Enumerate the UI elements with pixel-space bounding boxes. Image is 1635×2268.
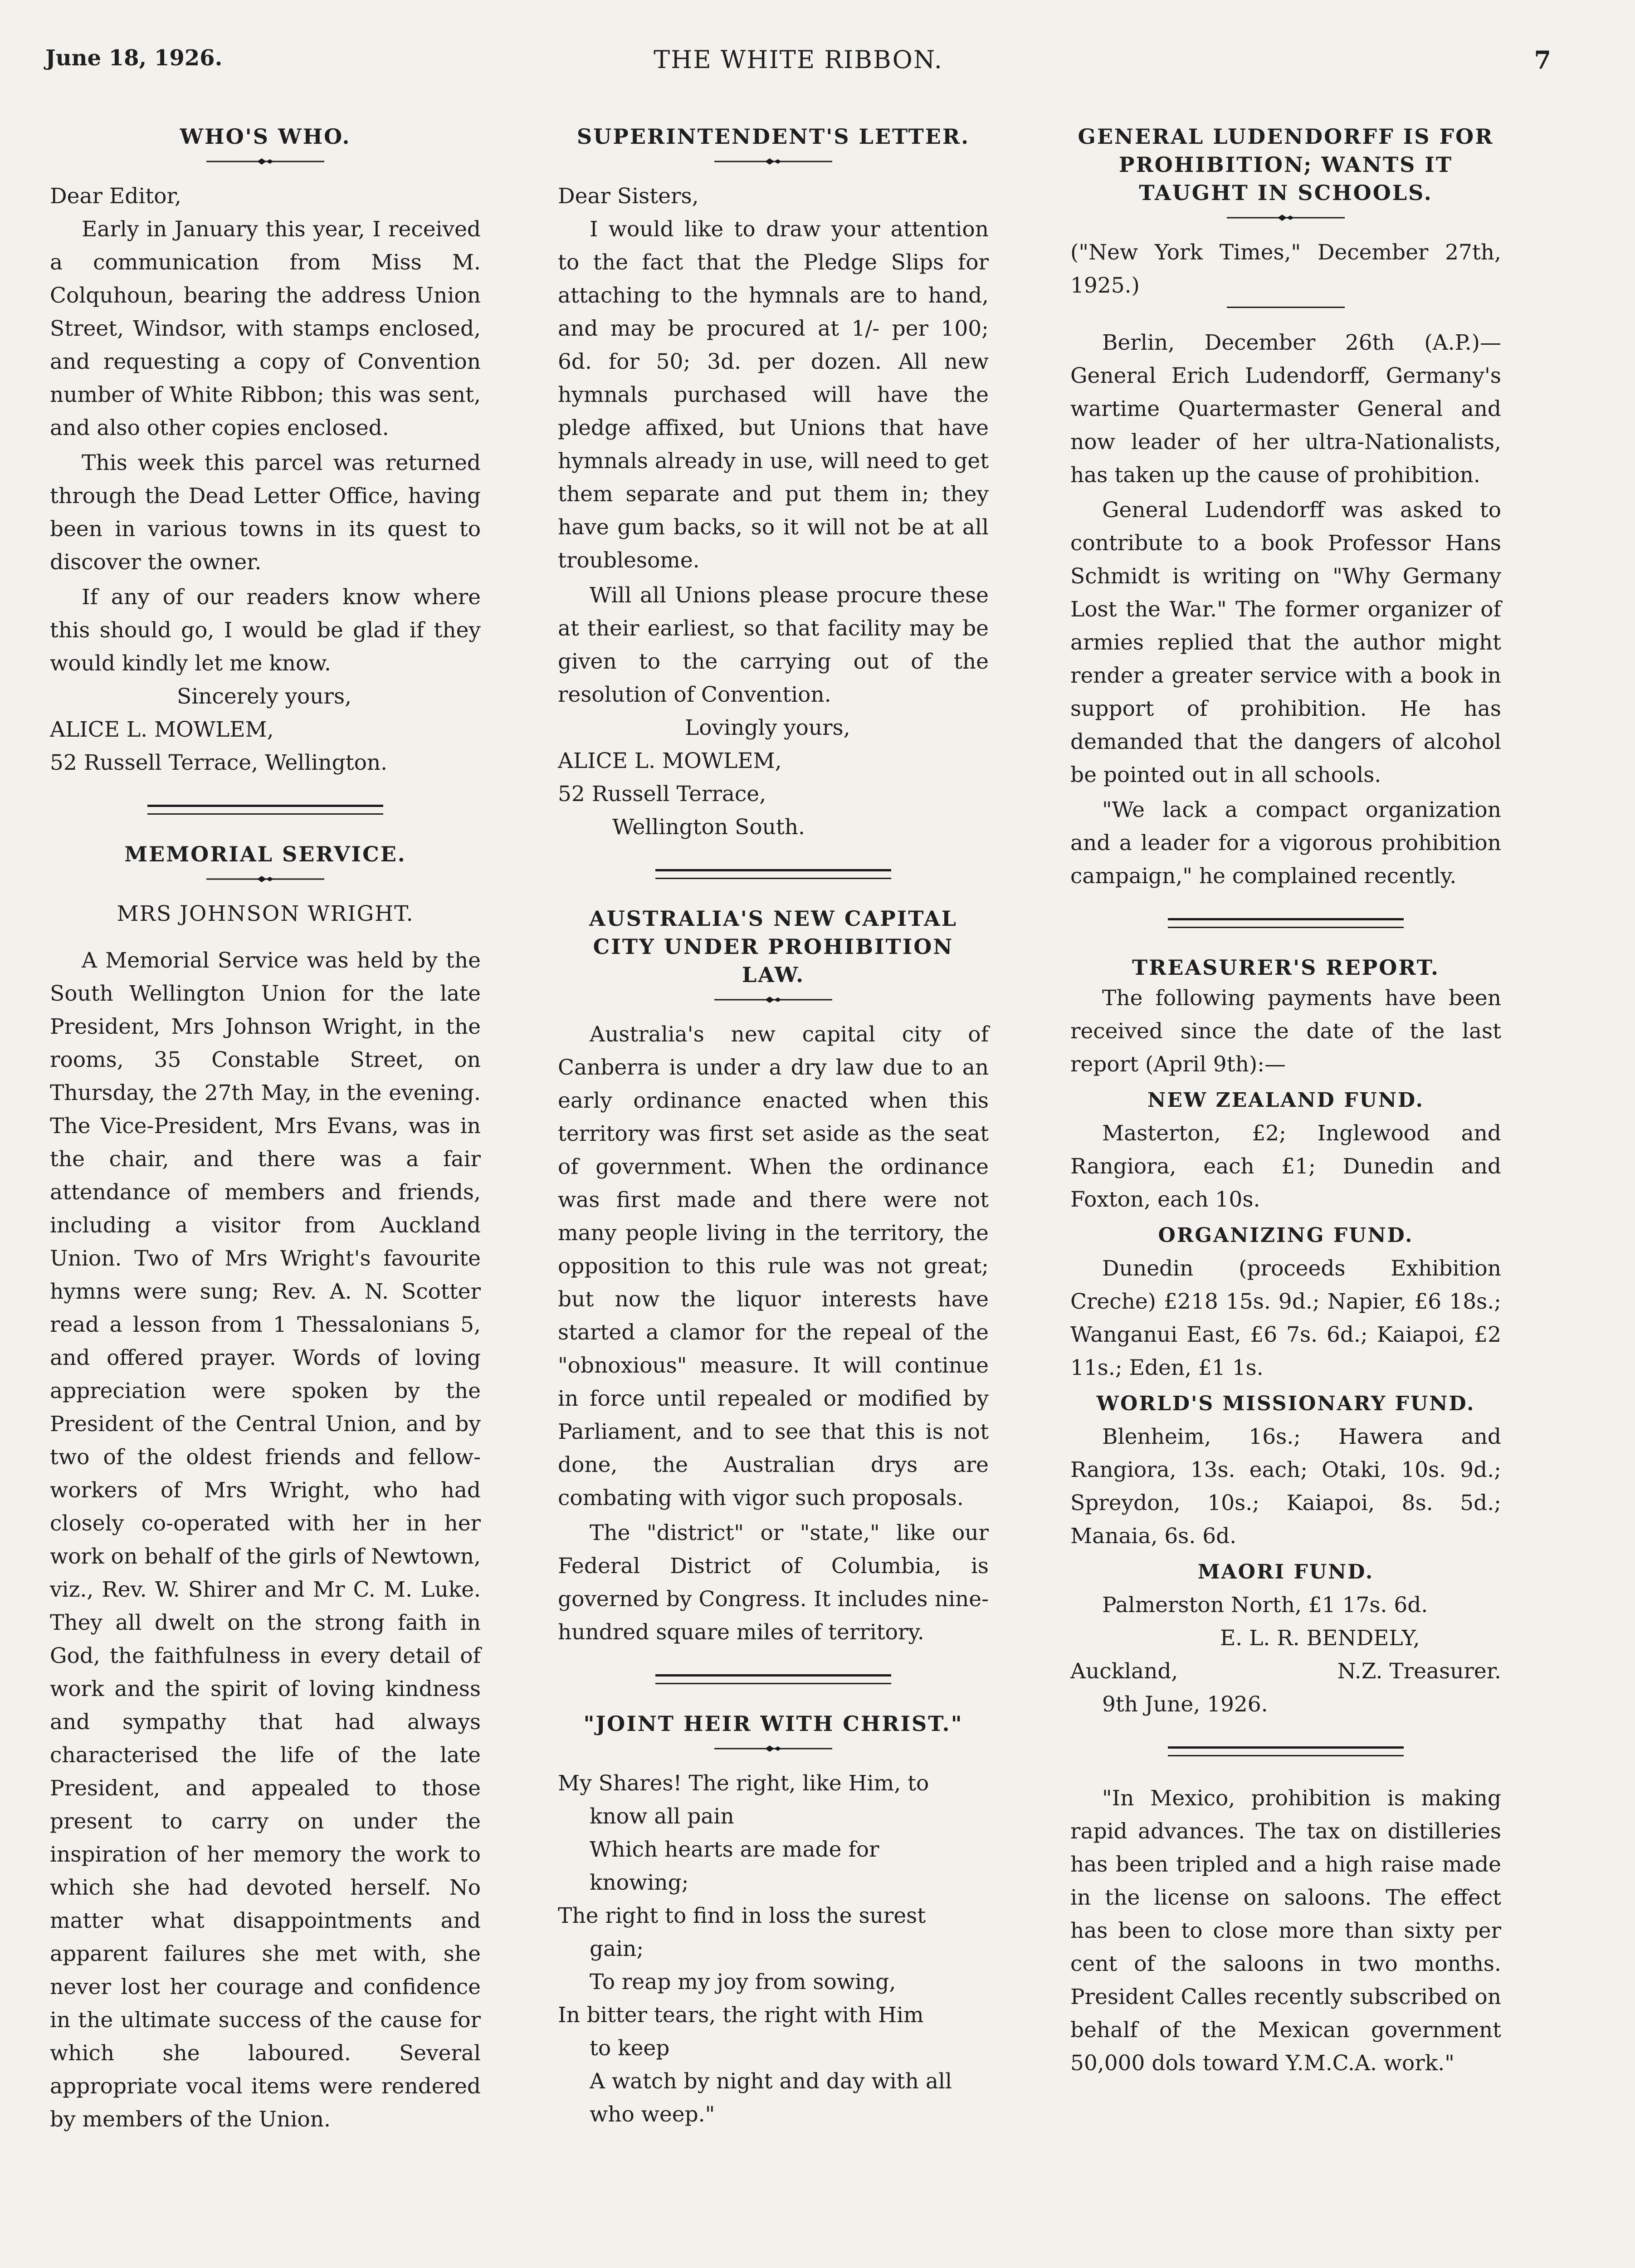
treasurer-intro: The following payments have been received since the date of the last report (April 9th):— [1070, 986, 1501, 1077]
poem-line: A watch by night and day with all [590, 2069, 952, 2094]
poem-line: Which hearts are made for [590, 1837, 879, 1862]
section-divider [1168, 918, 1404, 928]
treasurer-role: N.Z. Treasurer. [1337, 1659, 1501, 1684]
ornament-rule [206, 875, 324, 884]
memorial-subtitle: MRS JOHNSON WRIGHT. [117, 901, 414, 926]
column-3 [1070, 122, 1501, 2080]
maori-fund-text: Palmerston North, £1 17s. 6d. [1102, 1593, 1428, 1618]
ludendorff-paragraph: "We lack a compact organization and a leader for a vigorous prohibition campaign," he complained recently. [1070, 797, 1501, 889]
paper-title: THE WHITE RIBBON. [654, 45, 943, 74]
memorial-heading: MEMORIAL SERVICE. [124, 842, 406, 866]
supt-letter-closing: Lovingly yours, [685, 715, 850, 740]
ornament-rule [714, 1744, 832, 1753]
treasurer-place-line [1070, 1655, 1501, 1688]
nz-fund-heading: NEW ZEALAND FUND. [1147, 1089, 1424, 1112]
treasurer-heading: TREASURER'S REPORT. [1132, 955, 1440, 980]
supt-letter-address: 52 Russell Terrace, [558, 782, 766, 807]
column-1 [50, 122, 481, 2136]
memorial-paragraph: A Memorial Service was held by the South Wellington Union for the late President, Mrs Johnson Wright, in the rooms, 35 Constable Street, on Thursday, the 27th May, in the evening. The Vice-President, Mrs Evans, was in the chair, and there was a fair attendance of members and friends, including a visitor from Auckland Union. Two of Mrs Wright's favourite hymns were sung; Rev. A. N. Scotter read a lesson from 1 Thessalonians 5, and offered prayer. Words of loving appreciation were spoken by the President of the Central Union, and by two of the oldest friends and fellow-workers of Mrs Wright, who had closely co-operated with her in her work on behalf of the girls of Newtown, viz., Rev. W. Shirer and Mr C. M. Luke. They all dwelt on the strong faith in God, the faithfulness in every detail of work and the spirit of loving kindness and sympathy that had always characterised the life of the late President, and appealed to those present to carry on under the inspiration of her memory the work to which she had devoted herself. No matter what disappointments and apparent failures she met with, she never lost her courage and confidence in the ultimate success of the cause for which she laboured. Several appropriate vocal items were rendered by members of the Union. [50, 948, 481, 2132]
poem-line: gain; [590, 1936, 644, 1961]
organizing-fund-heading: ORGANIZING FUND. [1158, 1224, 1414, 1247]
nz-fund-text: Masterton, £2; Inglewood and Rangiora, each £1; Dunedin and Foxton, each 10s. [1070, 1121, 1501, 1212]
supt-letter-paragraph: Will all Unions please procure these at their earliest, so that facility may be given to the carrying out of the resolution of Convention. [558, 583, 989, 707]
whos-who-address: 52 Russell Terrace, Wellington. [50, 750, 388, 775]
ornament-rule [1227, 213, 1345, 222]
section-divider [655, 869, 891, 879]
organizing-fund-text: Dunedin (proceeds Exhibition Creche) £218 15s. 9d.; Napier, £6 18s.; Wanganui East, £6 7s. 6d.; Kaiapoi, £2 11s.; Eden, £1 1s. [1070, 1256, 1501, 1380]
treasurer-date: 9th June, 1926. [1102, 1692, 1268, 1717]
poem-line: The right to find in loss the surest [558, 1903, 926, 1928]
whos-who-salutation: Dear Editor, [50, 184, 181, 209]
supt-letter-paragraph: I would like to draw your attention to the fact that the Pledge Slips for attaching to the hymnals are to hand, and may be procured at 1/- per 100; 6d. for 50; 3d. per dozen. All new hymnals purchased will have the pledge affixed, but Unions that have hymnals already in use, will need to get them separate and put them in; they have gum backs, so it will not be at all troublesome. [558, 217, 989, 573]
australia-heading: AUSTRALIA'S NEW CAPITAL CITY UNDER PROHIBITION LAW. [589, 906, 957, 987]
page-number: 7 [1534, 45, 1551, 74]
whos-who-signature: ALICE L. MOWLEM, [50, 717, 274, 742]
missionary-fund-heading: WORLD'S MISSIONARY FUND. [1096, 1392, 1475, 1415]
mexico-paragraph: "In Mexico, prohibition is making rapid advances. The tax on distilleries has been tripled and a high raise made in the license on saloons. The effect has been to close more than sixty per cent of the saloons in two months. President Calles recently subscribed on behalf of the Mexican government 50,000 dols toward Y.M.C.A. work." [1070, 1786, 1501, 2076]
section-divider [147, 805, 383, 815]
poem-line: know all pain [590, 1804, 734, 1829]
australia-paragraph: Australia's new capital city of Canberra is under a dry law due to an early ordinance enacted when this territory was first set aside as the seat of government. When the ordinance was first made and there were not many people living in the territory, the opposition to this rule was not great; but now the liquor interests have started a clamor for the repeal of the "obnoxious" measure. It will continue in force until repealed or modified by Parliament, and to see that this is not done, the Australian drys are combating with vigor such proposals. [558, 1022, 989, 1510]
poem-line: knowing; [590, 1870, 689, 1895]
poem-line: In bitter tears, the right with Him [558, 2003, 924, 2028]
whos-who-paragraph: Early in January this year, I received a communication from Miss M. Colquhoun, bearing the address Union Street, Windsor, with stamps enclosed, and requesting a copy of Convention number of White Ribbon; this was sent, and also other copies enclosed. [50, 217, 481, 440]
page-header [45, 45, 1551, 86]
issue-date: June 18, 1926. [45, 45, 223, 71]
whos-who-paragraph: If any of our readers know where this should go, I would be glad if they would kindly let me know. [50, 585, 481, 676]
treasurer-place: Auckland, [1070, 1659, 1178, 1684]
ludendorff-heading: GENERAL LUDENDORFF IS FOR PROHIBITION; WANTS IT TAUGHT IN SCHOOLS. [1078, 124, 1494, 205]
ornament-rule [714, 157, 832, 166]
section-divider [1168, 1746, 1404, 1756]
joint-heir-heading: "JOINT HEIR WITH CHRIST." [583, 1711, 963, 1736]
maori-fund-heading: MAORI FUND. [1197, 1560, 1374, 1584]
poem-line: To reap my joy from sowing, [590, 1970, 896, 1994]
supt-letter-salutation: Dear Sisters, [558, 184, 699, 209]
column-2 [558, 122, 989, 2131]
supt-letter-address: Wellington South. [612, 815, 805, 840]
australia-paragraph: The "district" or "state," like our Federal District of Columbia, is governed by Congress. It includes nine-hundred square miles of territory. [558, 1520, 989, 1645]
whos-who-closing: Sincerely yours, [177, 684, 352, 709]
ornament-rule [714, 995, 832, 1004]
whos-who-heading: WHO'S WHO. [180, 124, 351, 149]
poem-line: who weep." [590, 2102, 715, 2127]
supt-letter-heading: SUPERINTENDENT'S LETTER. [576, 124, 970, 149]
ludendorff-paragraph: General Ludendorff was asked to contribute to a book Professor Hans Schmidt is writing on "Why Germany Lost the War." The former organizer of armies replied that the author might render a greater service with a book in support of prohibition. He has demanded that the dangers of alcohol be pointed out in all schools. [1070, 498, 1501, 787]
ludendorff-source: ("New York Times," December 27th, 1925.) [1070, 240, 1501, 298]
ornament-rule [206, 157, 324, 166]
ludendorff-paragraph: Berlin, December 26th (A.P.)—General Erich Ludendorff, Germany's wartime Quartermaster General and now leader of her ultra-Nationalists, has taken up the cause of prohibition. [1070, 330, 1501, 488]
supt-letter-signature: ALICE L. MOWLEM, [558, 748, 782, 773]
short-rule [1227, 307, 1345, 308]
treasurer-signature: E. L. R. BENDELY, [1220, 1626, 1420, 1651]
poem [558, 1767, 989, 2131]
missionary-fund-text: Blenheim, 16s.; Hawera and Rangiora, 13s. each; Otaki, 10s. 9d.; Spreydon, 10s.; Kaiapoi, 8s. 5d.; Manaia, 6s. 6d. [1070, 1424, 1501, 1549]
whos-who-paragraph: This week this parcel was returned through the Dead Letter Office, having been in various towns in its quest to discover the owner. [50, 450, 481, 575]
section-divider [655, 1674, 891, 1684]
poem-line: to keep [590, 2036, 670, 2061]
poem-line: My Shares! The right, like Him, to [558, 1771, 929, 1796]
